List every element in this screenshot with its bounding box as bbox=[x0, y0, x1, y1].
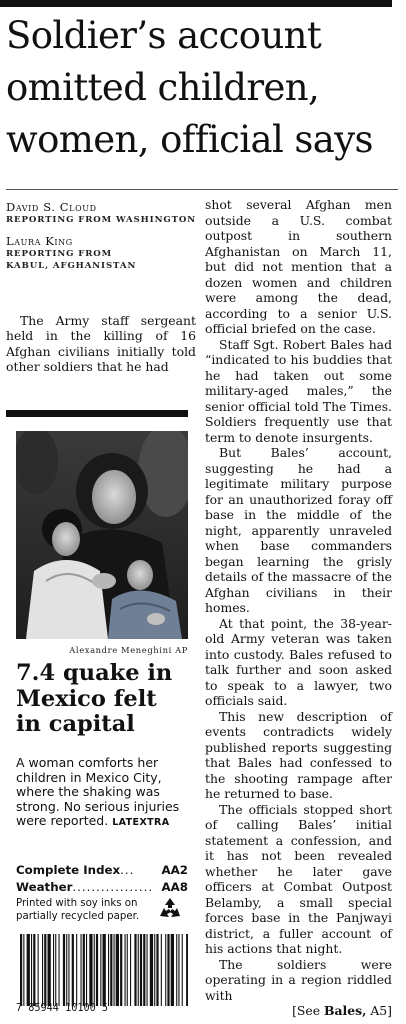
barcode-bar bbox=[86, 934, 87, 1006]
body-paragraph: This new description of events contradicts widely published reports suggesting that Bales had confessed to the shooting rampage after he returned to base. bbox=[205, 708, 392, 801]
index-block bbox=[16, 862, 188, 896]
barcode-bar bbox=[55, 934, 56, 1006]
barcode-bar bbox=[127, 934, 128, 1006]
barcode-bar bbox=[68, 934, 69, 1006]
article-right-column bbox=[205, 197, 392, 1019]
continuation-line[interactable] bbox=[205, 1003, 392, 1019]
byline-location-cloud: REPORTING FROM WASHINGTON bbox=[6, 215, 197, 225]
index-row-weather bbox=[16, 879, 188, 896]
index-page: AA8 bbox=[161, 880, 188, 894]
body-paragraph: The soldiers were operating in a region riddled with bbox=[205, 956, 392, 1003]
barcode-bar bbox=[27, 934, 30, 1006]
recycle-icon bbox=[156, 896, 184, 924]
barcode-bar bbox=[125, 934, 126, 1006]
barcode-bar bbox=[176, 934, 177, 1006]
quake-photo bbox=[16, 431, 188, 639]
barcode-bar bbox=[178, 934, 179, 1006]
headline-divider bbox=[6, 189, 398, 190]
index-label: Complete Index bbox=[16, 863, 121, 877]
barcode-bar bbox=[44, 934, 46, 1006]
quake-headline-line-2: Mexico felt bbox=[16, 685, 157, 712]
headline bbox=[6, 10, 398, 166]
barcode-bar bbox=[116, 934, 119, 1006]
barcode-bar bbox=[182, 934, 183, 1006]
barcode-bar bbox=[186, 934, 188, 1006]
barcode-bar bbox=[138, 934, 139, 1006]
barcode-bar bbox=[72, 934, 74, 1006]
barcode-bar bbox=[120, 934, 122, 1006]
barcode-bar bbox=[100, 934, 101, 1006]
barcode-bar bbox=[83, 934, 85, 1006]
index-page: AA2 bbox=[161, 863, 188, 877]
continuation-name: Bales, bbox=[324, 1003, 367, 1018]
soy-ink-note: Printed with soy inks on partially recycled paper. bbox=[16, 898, 140, 922]
byline-location-king-1: REPORTING FROM bbox=[6, 249, 113, 259]
body-paragraph: At that point, the 38-year-old Army veteran was taken into custody. Bales refused to talk further and soon asked to speak to a lawyer, two officials said. bbox=[205, 615, 392, 708]
barcode-bar bbox=[134, 934, 136, 1006]
barcode-bar bbox=[161, 934, 162, 1006]
byline-block bbox=[6, 200, 196, 272]
barcode bbox=[20, 934, 188, 1006]
body-paragraph: But Bales’ account, suggesting he had a legitimate military purpose for an unauthorized foray off base in the middle of the night, apparently unraveled when base commanders began learning the grisly details of the massacre of the Afghan civilians in their homes. bbox=[205, 445, 392, 615]
body-paragraph: The officials stopped short of calling Bales’ initial statement a confession, and it has not been revealed whether he later gave officers at Combat Outpost Belamby, a small special forces base in the Panjwayi district, a fuller account of his actions that night. bbox=[205, 801, 392, 956]
barcode-bar bbox=[171, 934, 174, 1006]
headline-line-3: women, official says bbox=[6, 118, 373, 161]
barcode-bar bbox=[33, 934, 35, 1006]
photo-credit: Alexandre Meneghini AP bbox=[69, 645, 188, 655]
barcode-bar bbox=[154, 934, 155, 1006]
barcode-bar bbox=[59, 934, 60, 1006]
headline-line-2: omitted children, bbox=[6, 66, 320, 109]
continuation-page: A5] bbox=[366, 1003, 392, 1018]
quake-headline-line-3: in capital bbox=[16, 711, 135, 737]
barcode-digits: 7 85944 10100 5 bbox=[16, 1003, 109, 1014]
barcode-bar bbox=[110, 934, 112, 1006]
barcode-bar bbox=[23, 934, 24, 1006]
barcode-bar bbox=[94, 934, 95, 1006]
headline-line-1: Soldier’s account bbox=[6, 14, 322, 57]
barcode-bar bbox=[81, 934, 82, 1006]
barcode-bar bbox=[150, 934, 153, 1006]
barcode-bar bbox=[20, 934, 22, 1006]
byline-name-cloud: David S. Cloud bbox=[6, 200, 97, 214]
body-paragraph: shot several Afghan men outside a U.S. combat outpost in southern Afghanistan on March 11, but did not mention that a dozen women and children were among the dead, according to a senior U.S. official briefed on the case. bbox=[205, 197, 392, 336]
barcode-bar bbox=[143, 934, 145, 1006]
barcode-bar bbox=[165, 934, 166, 1006]
barcode-bar bbox=[96, 934, 98, 1006]
byline-location-king-2: KABUL, AFGHANISTAN bbox=[6, 261, 137, 271]
latextra-tag: LATEXTRA bbox=[112, 817, 170, 828]
index-label: Weather bbox=[16, 880, 73, 894]
barcode-bar bbox=[103, 934, 106, 1006]
barcode-bar bbox=[147, 934, 148, 1006]
barcode-bar bbox=[108, 934, 109, 1006]
barcode-bar bbox=[31, 934, 32, 1006]
masthead-rule bbox=[0, 0, 392, 7]
quake-headline bbox=[16, 661, 196, 738]
barcode-bar bbox=[42, 934, 43, 1006]
quake-headline-line-1: 7.4 quake in bbox=[16, 660, 173, 686]
barcode-bar bbox=[156, 934, 158, 1006]
barcode-bar bbox=[63, 934, 65, 1006]
barcode-bar bbox=[114, 934, 115, 1006]
barcode-bar bbox=[167, 934, 169, 1006]
body-paragraph: Staff Sgt. Robert Bales had “indicated to his buddies that he had taken out some military-aged males,” the senior official told The Times. Soldiers frequently use that term to denote insurgents. bbox=[205, 336, 392, 445]
barcode-bar bbox=[53, 934, 54, 1006]
barcode-bar bbox=[130, 934, 131, 1006]
byline-name-king: Laura King bbox=[6, 234, 73, 248]
continuation-prefix: [See bbox=[292, 1003, 324, 1018]
barcode-bar bbox=[89, 934, 92, 1006]
barcode-bar bbox=[66, 934, 67, 1006]
barcode-bar bbox=[76, 934, 77, 1006]
barcode-bar bbox=[140, 934, 142, 1006]
quake-caption-text: A woman comforts her children in Mexico City, where the shaking was strong. No serious injuries were reported. bbox=[16, 755, 180, 828]
index-leader: ................. bbox=[72, 880, 154, 894]
barcode-bar bbox=[48, 934, 51, 1006]
index-row-complete bbox=[16, 862, 188, 879]
index-leader: ... bbox=[120, 863, 135, 877]
quake-caption bbox=[16, 756, 188, 831]
lead-paragraph: The Army staff sergeant held in the killing of 16 Afghan civilians initially told other soldiers that he had bbox=[6, 313, 196, 374]
photo-box-rule bbox=[6, 410, 188, 417]
barcode-bar bbox=[38, 934, 39, 1006]
